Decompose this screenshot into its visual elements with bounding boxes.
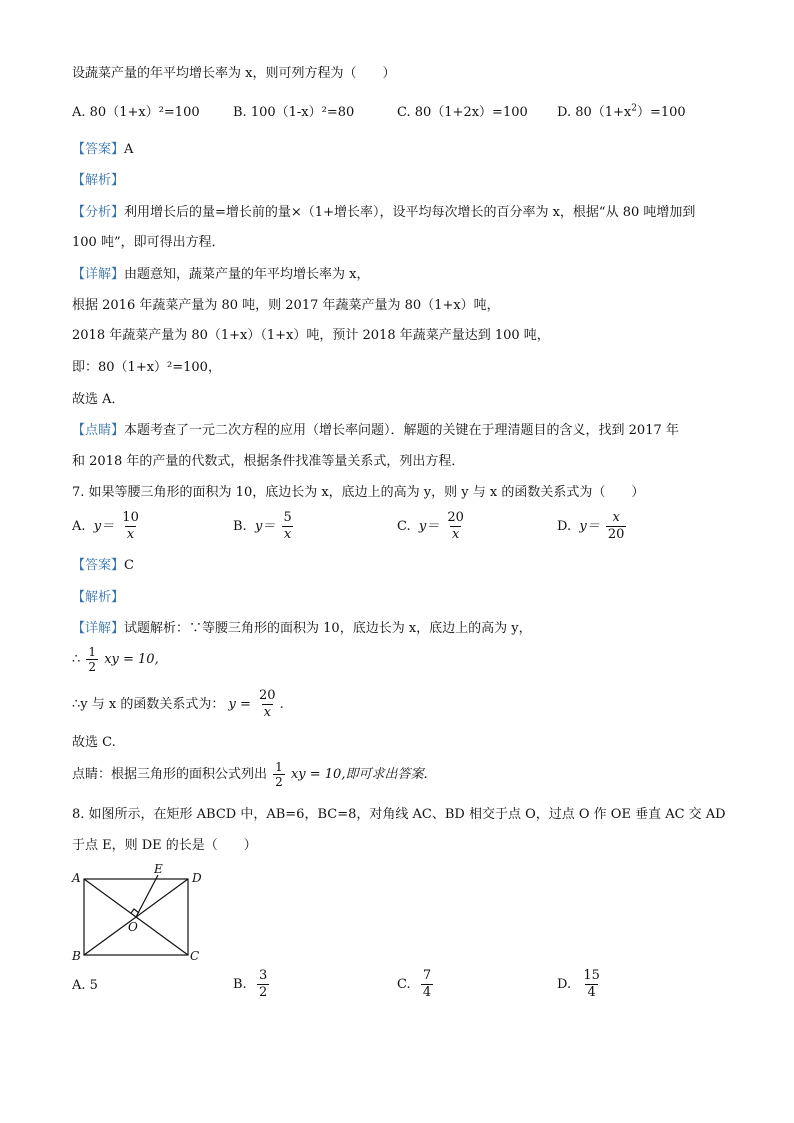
q6-xiangjie-1: 【详解】由题意知，蔬菜产量的年平均增长率为 x，	[72, 267, 370, 282]
q6-analysis-tag: 【解析】	[72, 173, 125, 188]
fraction: $\frac{1}{2}$	[275, 760, 283, 789]
q7-option-b: B. y＝ $\frac{5}{x}$	[233, 510, 292, 542]
fraction: $\frac{5}{x}$	[283, 510, 292, 542]
q8-stem-1: 8. 如图所示，在矩形 ABCD 中，AB=6，BC=8，对角线 AC、BD 相交于点 O，过点 O 作 OE 垂直 AC 交 AD	[72, 807, 726, 822]
q6-option-d: D. $80(1+x^2)=100$	[557, 103, 686, 120]
q8-option-d: D. $\frac{15}{4}$	[557, 968, 600, 1000]
q7-choose: 故选 C.	[72, 735, 116, 750]
q7-dianjing: 点睛：根据三角形的面积公式列出 $\frac{1}{2}$ xy = 10,即可求出答案.	[72, 760, 428, 789]
q7-analysis-tag: 【解析】	[72, 590, 125, 605]
q7-option-d: D. y＝ $\frac{x}{20}$	[557, 510, 625, 542]
fraction: $\frac{7}{4}$	[422, 968, 432, 1000]
q6-choose: 故选 A．	[72, 392, 125, 407]
answer-tag: 【答案】	[72, 558, 125, 573]
q8-option-b: B. $\frac{3}{2}$	[233, 968, 268, 1000]
q6-stem: 设蔬菜产量的年平均增长率为 x，则可列方程为（ ）	[72, 66, 396, 81]
q7-xiangjie-1: 【详解】试题解析：∵等腰三角形的面积为 10，底边长为 x，底边上的高为 y，	[72, 621, 532, 636]
fraction: $\frac{1}{2}$	[88, 645, 97, 674]
q6-fenxi-1: 【分析】利用增长后的量=增长前的量×（1+增长率），设平均每次增长的百分率为 x，根据“从 80 吨增加到	[72, 205, 696, 220]
q6-option-b: B. 100（1-x）²=80	[233, 105, 355, 120]
label-c: C	[190, 949, 200, 963]
dianjing-tag: 【点睛】	[72, 423, 125, 438]
q6-dianjing-2: 和 2018 年的产量的代数式，根据条件找准等量关系式，列出方程．	[72, 454, 465, 469]
q6-option-a: A. 80（1+x）²=100	[72, 105, 200, 120]
label-d: D	[192, 871, 202, 885]
label-b: B	[72, 949, 81, 963]
fraction: $\frac{10}{x}$	[122, 510, 139, 542]
q7-stem: 7. 如果等腰三角形的面积为 10，底边长为 x，底边上的高为 y，则 y 与 x 的函数关系式为（ ）	[72, 485, 645, 500]
segment-oe	[136, 875, 158, 917]
q7-step-1: ∴ $\frac{1}{2}$ xy = 10,	[72, 645, 159, 674]
q8-stem-2: 于点 E，则 DE 的长是（ ）	[72, 838, 257, 853]
xiangjie-tag: 【详解】	[72, 267, 125, 282]
q7-option-a: A. y＝ $\frac{10}{x}$	[72, 510, 139, 542]
rectangle-figure	[64, 860, 214, 970]
q7-step-2: ∴y 与 x 的函数关系式为： y = $\frac{20}{x}$ .	[72, 688, 284, 720]
q6-dianjing-1: 【点睛】本题考查了一元二次方程的应用（增长率问题）．解题的关键在于理清题目的含义，找到 2017 年	[72, 423, 679, 438]
q8-option-a: A. 5	[72, 978, 98, 993]
fraction: $\frac{15}{4}$	[583, 968, 600, 1000]
fraction: $\frac{20}{x}$	[259, 688, 276, 720]
label-e: E	[154, 862, 163, 876]
q6-answer: 【答案】A	[72, 142, 134, 157]
q7-answer: 【答案】C	[72, 558, 134, 573]
q6-xiangjie-2: 根据 2016 年蔬菜产量为 80 吨，则 2017 年蔬菜产量为 80（1+x）吨，	[72, 298, 500, 313]
q7-option-c: C. y＝ $\frac{20}{x}$	[397, 510, 464, 542]
fraction: $\frac{x}{20}$	[607, 510, 625, 542]
q6-xiangjie-3: 2018 年蔬菜产量为 80（1+x）（1+x）吨，预计 2018 年蔬菜产量达到 100 吨，	[72, 328, 550, 343]
q6-option-c: C. 80（1+2x）=100	[397, 105, 528, 120]
fenxi-tag: 【分析】	[72, 205, 125, 220]
q6-xiangjie-4: 即：80（1+x）²=100，	[72, 360, 221, 375]
q6-fenxi-2: 100 吨”，即可得出方程．	[72, 235, 225, 250]
xiangjie-tag: 【详解】	[72, 621, 125, 636]
fraction: $\frac{20}{x}$	[447, 510, 464, 542]
right-angle-mark	[131, 909, 139, 913]
answer-tag: 【答案】	[72, 142, 125, 157]
label-a: A	[72, 871, 81, 885]
label-o: O	[128, 920, 138, 934]
q8-option-c: C. $\frac{7}{4}$	[397, 968, 432, 1000]
fraction: $\frac{3}{2}$	[258, 968, 268, 1000]
